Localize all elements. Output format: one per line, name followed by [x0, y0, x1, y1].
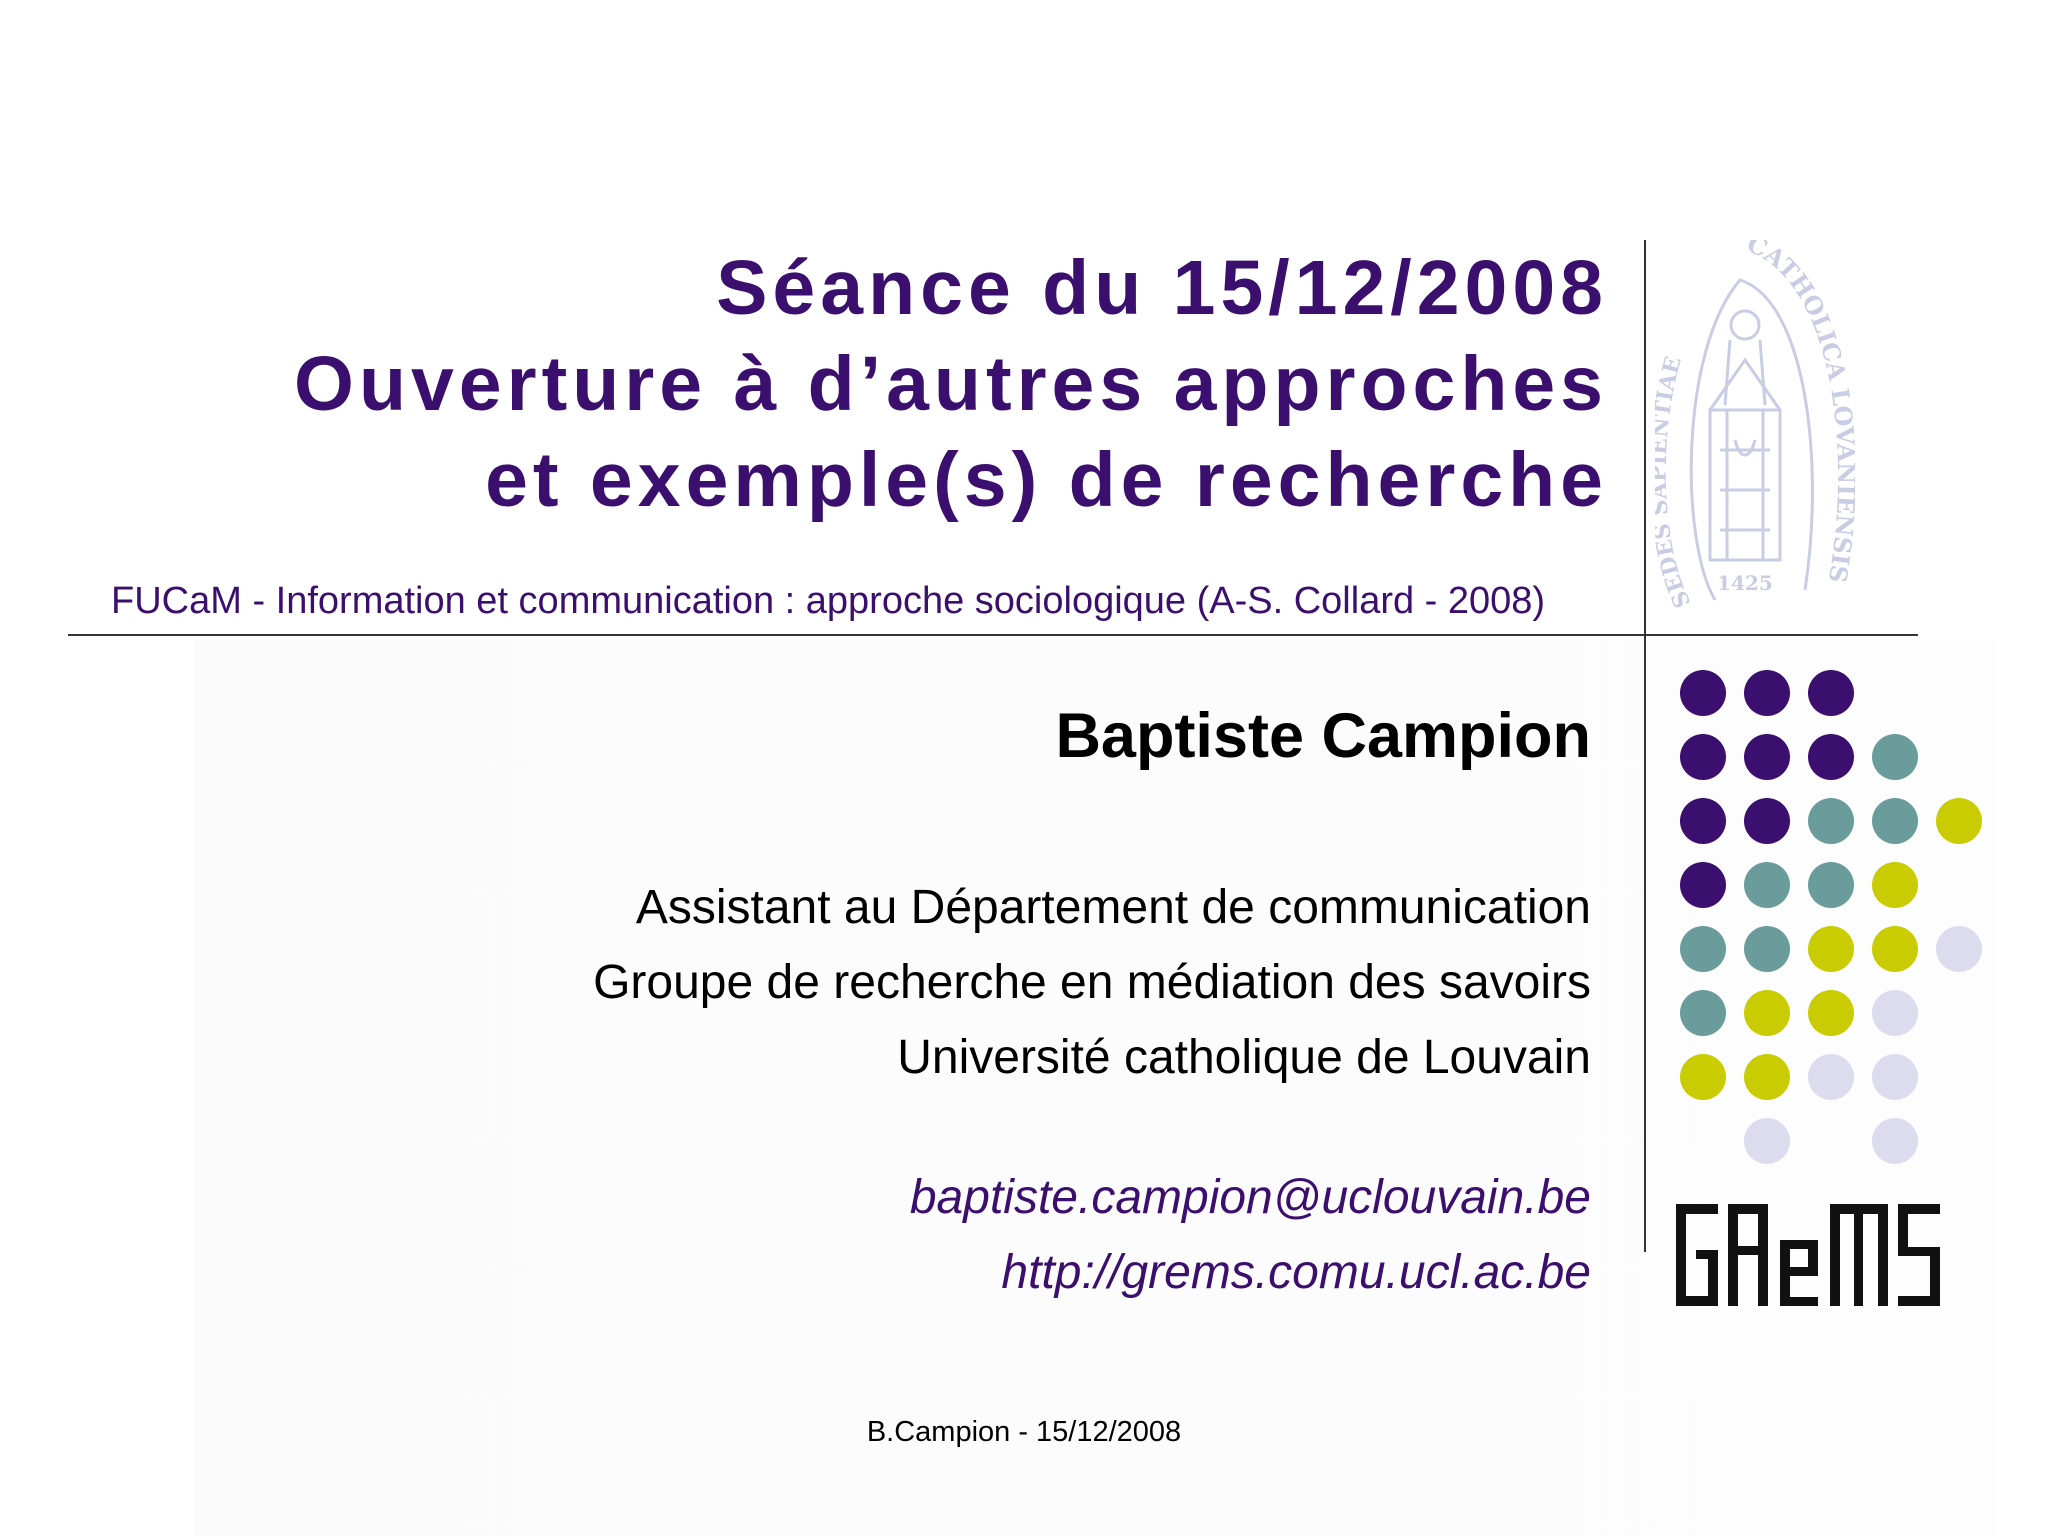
- dot: [1680, 862, 1726, 908]
- university-seal-icon: [1655, 240, 1855, 622]
- dot: [1936, 926, 1982, 972]
- dot-grid-decoration: [1660, 660, 2000, 1180]
- title-line: et exemple(s) de recherche: [485, 437, 1608, 523]
- affiliation-block: [593, 870, 1591, 1095]
- title-line: Séance du 15/12/2008: [716, 245, 1608, 331]
- dot: [1808, 670, 1854, 716]
- email-link[interactable]: baptiste.campion@uclouvain.be: [909, 1171, 1591, 1224]
- dot: [1872, 1054, 1918, 1100]
- dot: [1808, 798, 1854, 844]
- affiliation-line: Assistant au Département de communication: [635, 881, 1591, 934]
- dot: [1744, 926, 1790, 972]
- seal-year: 1425: [1717, 571, 1773, 595]
- dot: [1744, 1118, 1790, 1164]
- dot: [1680, 670, 1726, 716]
- dot: [1744, 734, 1790, 780]
- dot: [1744, 990, 1790, 1036]
- author-name: Baptiste Campion: [1055, 701, 1591, 771]
- vertical-divider: [1644, 240, 1646, 1252]
- slide-footer: B.Campion - 15/12/2008: [866, 1416, 1182, 1448]
- dot: [1680, 1054, 1726, 1100]
- dot: [1872, 1118, 1918, 1164]
- dot: [1744, 670, 1790, 716]
- dot: [1872, 798, 1918, 844]
- dot: [1744, 1054, 1790, 1100]
- slide-title: [108, 240, 1608, 528]
- course-subtitle: FUCaM - Information et communication : approche sociologique (A-S. Collard - 2008): [111, 580, 1546, 622]
- grems-logo-icon: [1676, 1200, 1941, 1310]
- dot: [1808, 990, 1854, 1036]
- dot: [1808, 734, 1854, 780]
- dot: [1936, 798, 1982, 844]
- horizontal-divider: [68, 634, 1918, 636]
- dot: [1680, 798, 1726, 844]
- dot: [1680, 926, 1726, 972]
- dot: [1744, 862, 1790, 908]
- dot: [1680, 990, 1726, 1036]
- dot: [1680, 734, 1726, 780]
- dot: [1808, 926, 1854, 972]
- svg-text:CATHOLICA LOVANIENSIS: CATHOLICA L SIS: [1742, 240, 1855, 585]
- dot: [1808, 1054, 1854, 1100]
- website-link[interactable]: http://grems.comu.ucl.ac.be: [1001, 1246, 1591, 1299]
- svg-text:SEDES SAPIENTIAE: SED AE: [1655, 353, 1697, 612]
- title-line: Ouverture à d’autres approches: [294, 341, 1608, 427]
- dot: [1872, 734, 1918, 780]
- dot: [1872, 990, 1918, 1036]
- affiliation-line: Groupe de recherche en médiation des savoirs: [593, 956, 1591, 1009]
- affiliation-line: Université catholique de Louvain: [897, 1031, 1591, 1084]
- contact-block: [910, 1160, 1591, 1310]
- dot: [1744, 798, 1790, 844]
- dot: [1872, 862, 1918, 908]
- dot: [1872, 926, 1918, 972]
- dot: [1808, 862, 1854, 908]
